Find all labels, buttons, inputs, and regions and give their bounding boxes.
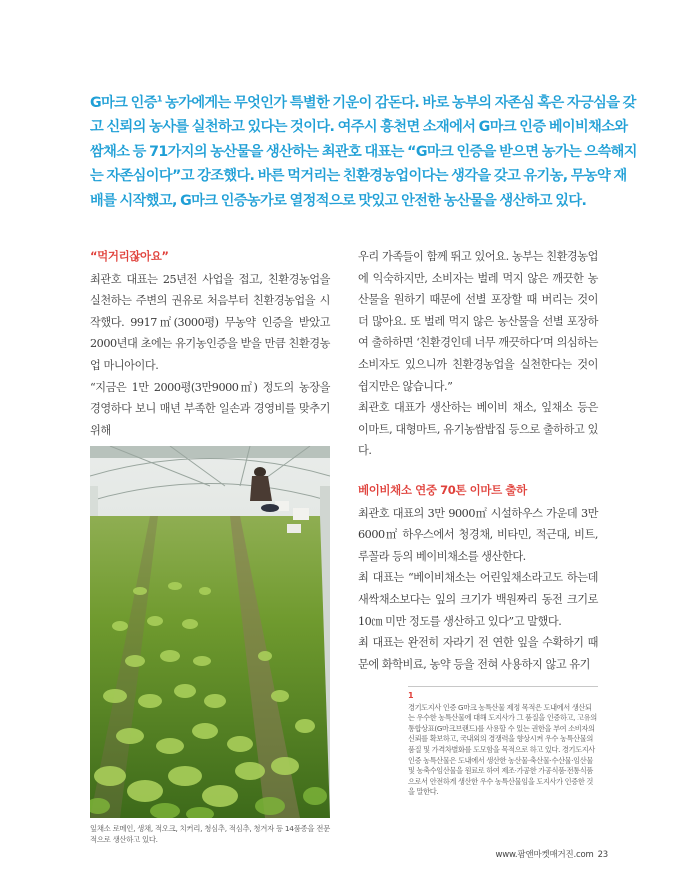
- section-heading-left: “먹거리잖아요”: [90, 249, 169, 263]
- right-paragraph-1: 우리 가족들이 함께 뛰고 있어요. 농부는 친환경농업에 익숙하지만, 소비자는 벌레 먹지 않은 깨끗한 농산물을 원하기 때문에 선별 포장할 때 버리는 것이 더 많아요. 또 벌레 먹지 않은 농산물을 선별 포장하여 출하하면 ‘친환경인데 너무 깨끗하다’며 의심하는 소비자도 있으니까 친환경농업을 실천한다는 것이 쉽지만은 않습니다.”: [358, 250, 598, 393]
- lead-paragraph: [90, 91, 638, 213]
- footnote-text: 경기도지사 인증 G마크 농특산물 제정 목적은 도내에서 생산되는 우수한 농특산물에 대해 도지사가 그 품질을 인증하고, 고유의 통합상표(G마크브랜드)를 사용할 수 있는 권한을 부여 소비자의 신뢰를 확보하고, 국내외의 경쟁력을 향상시켜 우수 농특산물의 품질 및 가격차별화를 도모함을 목적으로 하고 있다. 경기도지사 인증 농특산물은 도내에서 생산한 농산물·축산물·수산물·임산물 및 농축수임산물을 원료로 하여 제조·가공한 가공식품·전통식품으로서 안전하게 생산한 우수 농특산물임을 도지사가 인증한 것을 말한다.: [408, 702, 597, 797]
- right-paragraph-5: 최 대표는 완전히 자라기 전 연한 잎을 수확하기 때문에 화학비료, 농약 등을 전혀 사용하지 않고 유기: [358, 636, 598, 671]
- left-paragraph-1: 최관호 대표는 25년전 사업을 접고, 친환경농업을 실천하는 주변의 권유로 처음부터 친환경농업을 시작했다. 9917㎡(3000평) 무농약 인증을 받았고 2000년대 초에는 유기농인증을 받을 만큼 친환경농업 마니아이다.: [90, 272, 330, 372]
- footnote: [408, 686, 598, 798]
- page-number: 23: [597, 850, 608, 860]
- right-paragraph-3: 최관호 대표의 3만 9000㎡ 시설하우스 가운데 3만 6000㎡ 하우스에서 청경채, 비타민, 적근대, 비트, 루꼴라 등의 베이비채소를 생산한다.: [358, 506, 598, 563]
- right-paragraph-2: 최관호 대표가 생산하는 베이비 채소, 잎채소 등은 이마트, 대형마트, 유기농쌈밥집 등으로 출하하고 있다.: [358, 401, 598, 458]
- footnote-ref: 1: [156, 94, 162, 104]
- page-footer: [495, 848, 608, 860]
- section-heading-right: 베이비채소 연중 70톤 이마트 출하: [358, 482, 527, 497]
- right-column: [358, 246, 598, 675]
- right-paragraph-4: 최 대표는 “베이비채소는 어린잎채소라고도 하는데 새싹채소보다는 잎의 크기가 백원짜리 동전 크기로 10㎝ 미만 정도를 생산하고 있다”고 말했다.: [358, 571, 598, 628]
- greenhouse-photo: [90, 446, 330, 818]
- left-paragraph-2: “지금은 1만 2000평(3만9000㎡) 정도의 농장을 경영하다 보니 매년 부족한 일손과 경영비를 맞추기 위해: [90, 380, 330, 437]
- footer-url[interactable]: www.팜앤마켓매거진.com: [495, 850, 594, 860]
- photo-caption: 잎채소 로메인, 생채, 적오크, 치커리, 청심추, 적심추, 청겨자 등 14품종을 전문적으로 생산하고 있다.: [90, 824, 330, 844]
- lead-part2: 농가에게는 무엇인가 특별한 기운이 감돈다. 바로 농부의 자존심 혹은 자긍심을 갖고 신뢰의 농사를 실천하고 있다는 것이다. 여주시 흥천면 소재에서 G마크 인증 베이비채소와 쌈채소 등 71가지의 농산물을 생산하는 최관호 대표는 “G마크 인증을 받으면 농가는 으쓱해지는 자존심이다”고 강조했다. 바른 먹거리는 친환경농업이다는 생각을 갖고 유기농, 무농약 재배를 시작했고, G마크 인증농가로 열정적으로 맛있고 안전한 농산물을 생산하고 있다.: [90, 95, 637, 209]
- footnote-number: 1: [408, 691, 414, 700]
- lead-part1: G마크 인증: [90, 95, 157, 111]
- left-column: [90, 246, 330, 441]
